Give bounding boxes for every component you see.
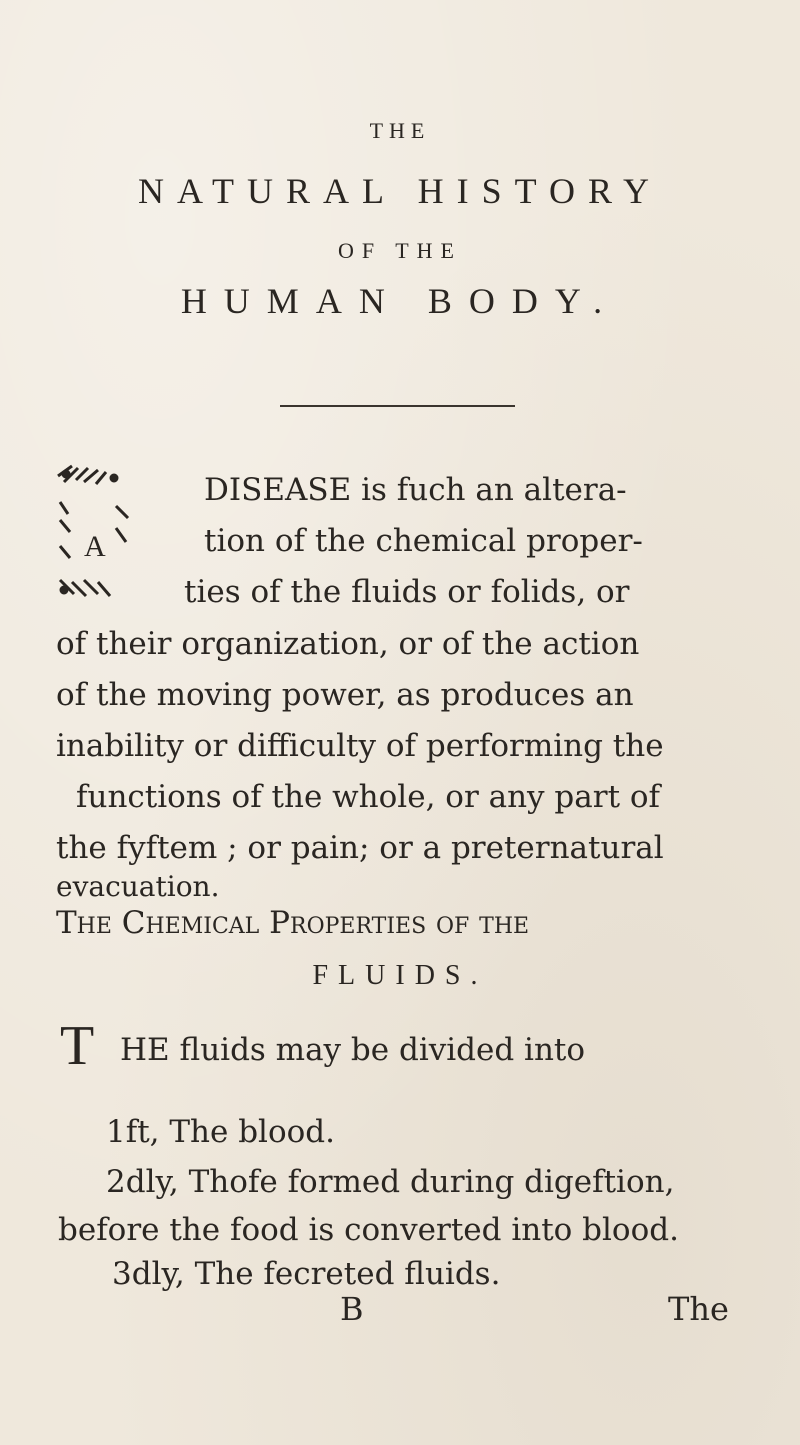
- section-subheading: FLUIDS.: [312, 960, 488, 991]
- signature-mark: B: [340, 1290, 364, 1328]
- running-head: THE: [369, 118, 431, 143]
- list-item-3: before the food is converted into blood.: [58, 1212, 679, 1248]
- definition-line-1: DISEASE is fuch an altera-: [204, 472, 627, 508]
- drop-cap-a: A: [84, 530, 106, 563]
- list-item-4: 3dly, The fecreted fluids.: [112, 1256, 501, 1292]
- definition-line-4: of their organization, or of the action: [56, 626, 640, 662]
- definition-line-9: evacuation.: [56, 870, 220, 903]
- definition-line-8: the fyftem ; or pain; or a preternatural: [56, 830, 664, 866]
- section-heading: The Chemical Properties of the: [56, 905, 530, 941]
- title-of-the: OF THE: [338, 238, 462, 263]
- title-rule: [280, 405, 515, 407]
- definition-line-5: of the moving power, as produces an: [56, 677, 634, 713]
- definition-line-2: tion of the chemical proper-: [204, 523, 643, 559]
- catchword: The: [668, 1290, 729, 1328]
- title-line-2: HUMAN BODY.: [180, 281, 620, 321]
- definition-line-6: inability or difficulty of performing the: [56, 728, 664, 764]
- list-item-1: 1ft, The blood.: [106, 1114, 335, 1150]
- drop-cap-t: T: [60, 1015, 95, 1077]
- definition-line-3: ties of the fluids or folids, or: [184, 574, 630, 610]
- title-line-1: NATURAL HISTORY: [137, 171, 663, 211]
- section-intro: HE fluids may be divided into: [120, 1032, 586, 1068]
- definition-line-7: functions of the whole, or any part of: [76, 779, 661, 815]
- list-item-2: 2dly, Thofe formed during digeftion,: [106, 1164, 675, 1200]
